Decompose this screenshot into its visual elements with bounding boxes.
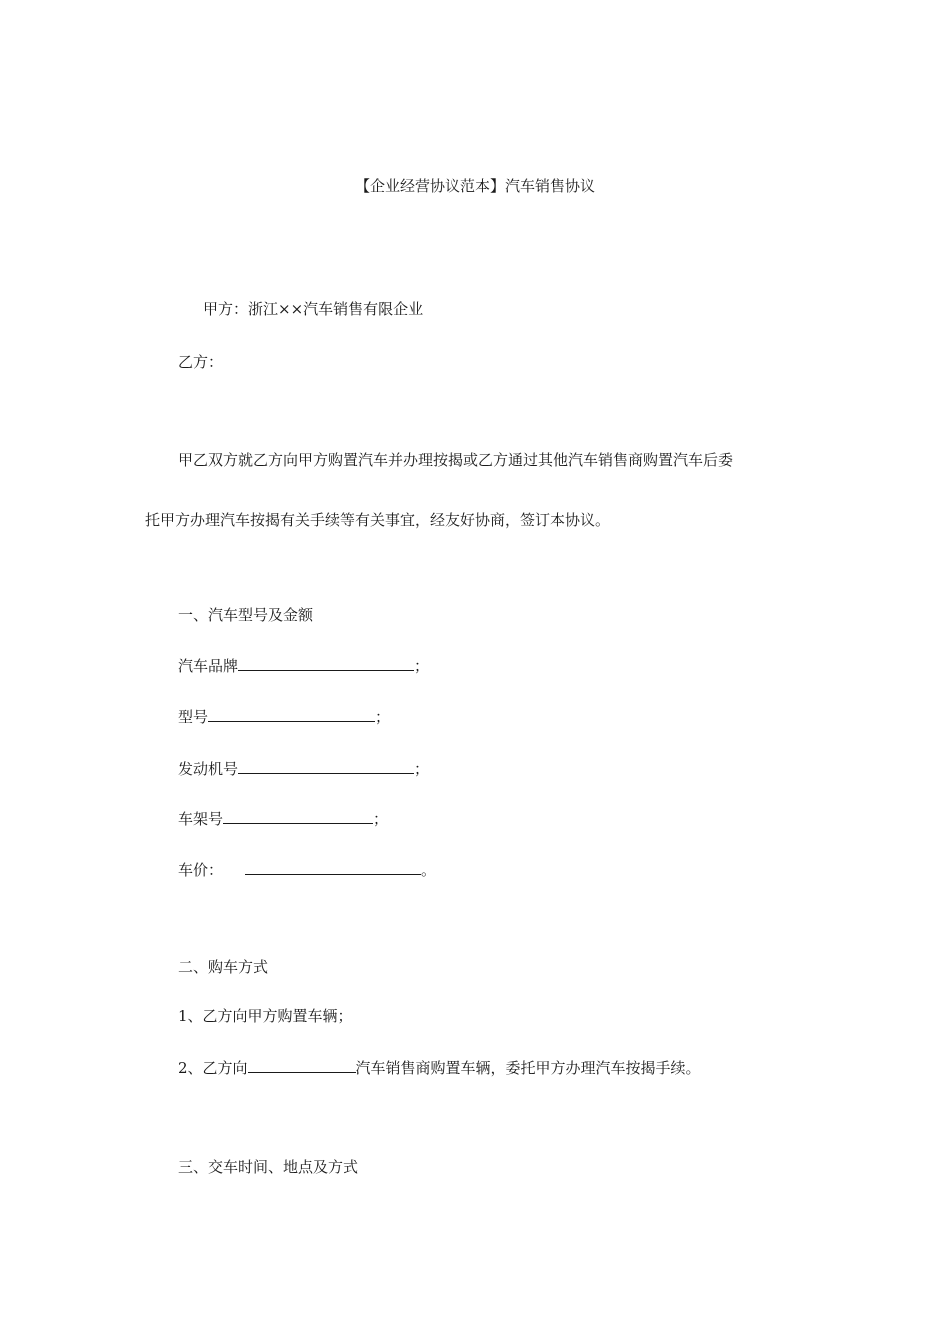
frame-number-blank	[223, 808, 373, 824]
intro-paragraph-line-1: 甲乙双方就乙方向甲方购置汽车并办理按揭或乙方通过其他汽车销售商购置汽车后委	[178, 451, 734, 469]
section-1-heading: 一、汽车型号及金额	[178, 606, 314, 624]
purchase-option-1: 1、乙方向甲方购置车辆；	[178, 1007, 353, 1025]
frame-number-field	[178, 808, 388, 829]
engine-number-field	[178, 758, 429, 779]
car-brand-label: 汽车品牌	[178, 657, 239, 675]
car-brand-end: ；	[414, 657, 430, 675]
document-title: 【企业经营协议范本】汽车销售协议	[354, 177, 595, 195]
purchase-option-2	[178, 1057, 701, 1078]
model-field	[178, 706, 390, 727]
section-3-heading: 三、交车时间、地点及方式	[178, 1158, 359, 1176]
dealer-name-blank	[248, 1057, 356, 1073]
car-price-label: 车价：	[178, 861, 224, 879]
model-end: ；	[375, 708, 391, 726]
frame-number-end: ；	[373, 810, 389, 828]
engine-number-label: 发动机号	[178, 760, 239, 778]
car-price-field	[178, 859, 436, 880]
engine-number-blank	[238, 758, 414, 774]
car-price-blank	[245, 859, 421, 875]
frame-number-label: 车架号	[178, 810, 224, 828]
engine-number-end: ；	[414, 760, 430, 778]
party-a-line: 甲方：浙江××汽车销售有限企业	[203, 300, 424, 318]
intro-paragraph-line-2: 托甲方办理汽车按揭有关手续等有关事宜，经友好协商，签订本协议。	[145, 511, 611, 529]
model-label: 型号	[178, 708, 209, 726]
purchase-option-2-suffix: 汽车销售商购置车辆，委托甲方办理汽车按揭手续。	[355, 1059, 701, 1077]
car-brand-blank	[238, 655, 414, 671]
purchase-option-2-prefix: 2、乙方向	[178, 1059, 248, 1077]
car-price-end: 。	[421, 861, 437, 879]
section-2-heading: 二、购车方式	[178, 958, 269, 976]
model-blank	[208, 706, 375, 722]
party-b-line: 乙方：	[178, 353, 224, 371]
car-brand-field	[178, 655, 429, 676]
